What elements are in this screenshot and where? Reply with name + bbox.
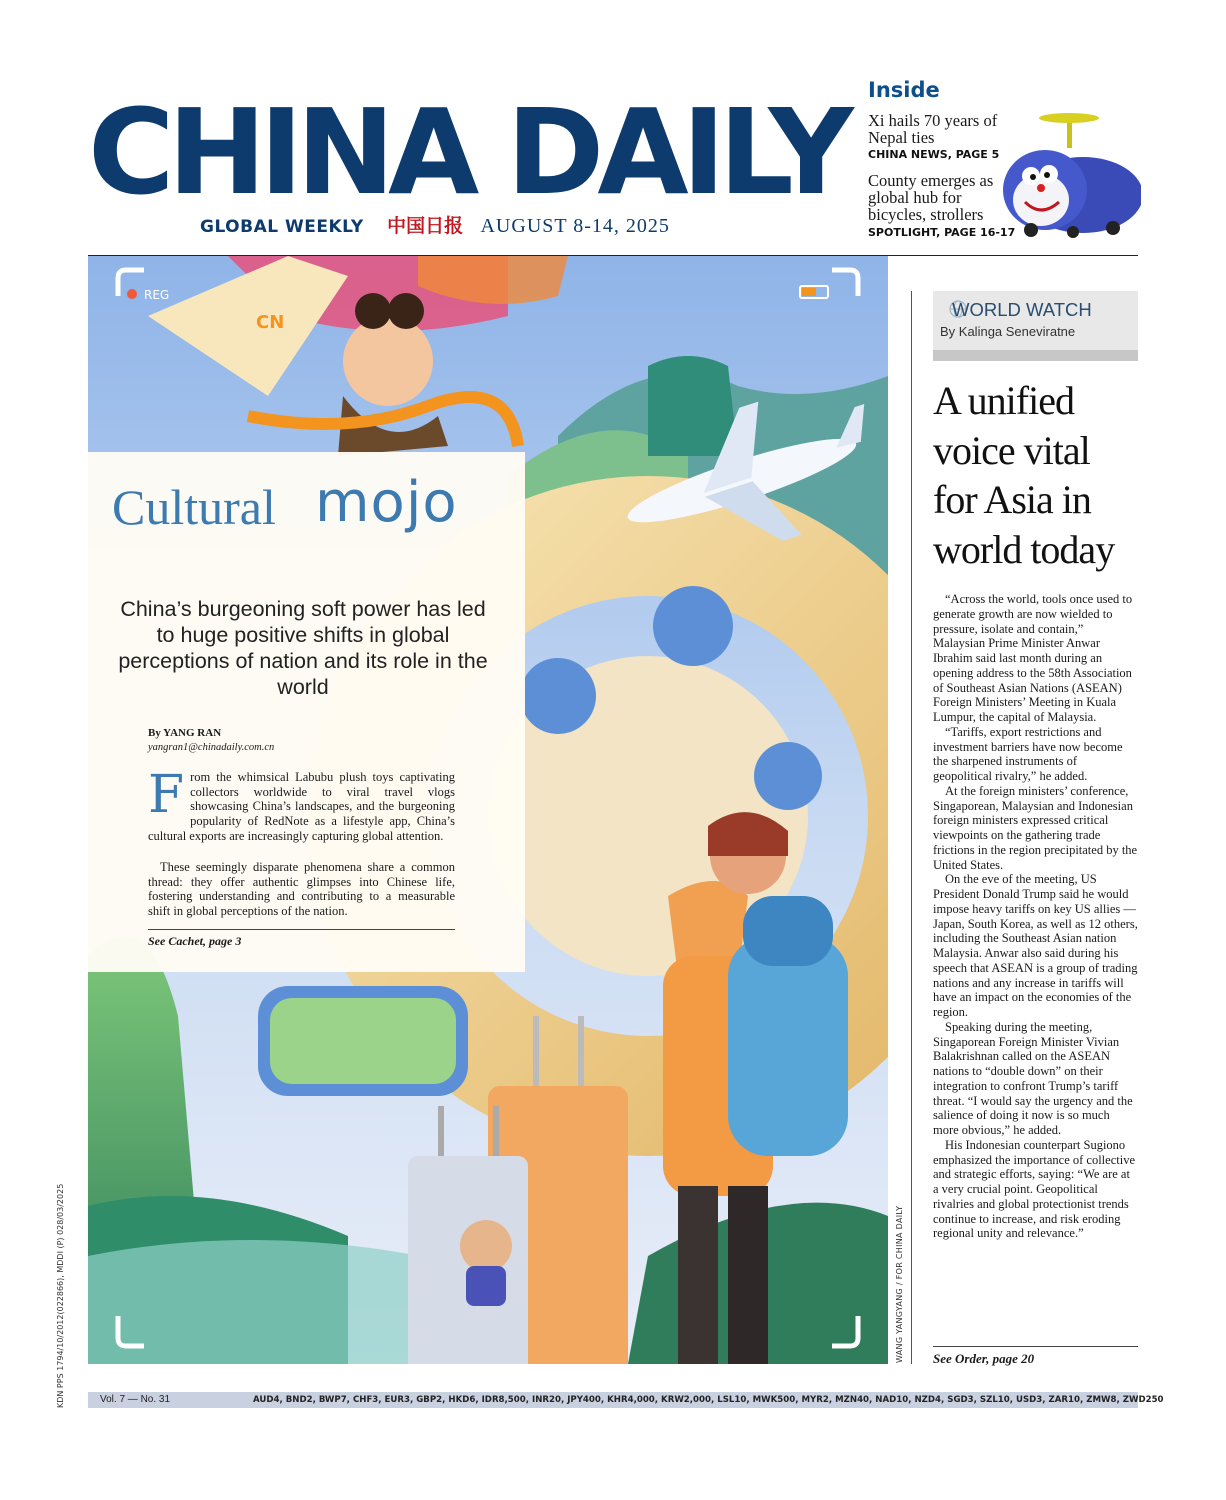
cover-body-paragraph-2: These seemingly disparate phenomena share a common thread: they offer authentic glimpses into Chinese life, fostering understanding and contributing to a measurable shift in global perceptions of the nation.: [148, 860, 455, 919]
jump-link-order[interactable]: See Order, page 20: [933, 1351, 1035, 1366]
inside-ref-1[interactable]: CHINA NEWS, PAGE 5: [868, 148, 1000, 161]
world-watch-author: By Kalinga Seneviratne: [940, 324, 1076, 339]
masthead-logo: CHINA DAILY: [88, 83, 847, 221]
inside-title: Inside: [868, 78, 940, 102]
card-divider: [148, 929, 455, 930]
cover-headline-mojo[interactable]: mojo: [315, 470, 458, 535]
drop-cap: F: [148, 765, 185, 825]
cover-deck: China’s burgeoning soft power has led to huge positive shifts in global perceptions of nation and its role in the world: [118, 597, 488, 699]
inside-ref-2[interactable]: SPOTLIGHT, PAGE 16-17: [868, 226, 1016, 239]
inside-headline-2[interactable]: County emerges as global hub for bicycles, strollers: [868, 171, 994, 224]
price-list: AUD4, BND2, BWP7, CHF3, EUR3, GBP2, HKD6, IDR8,500, INR20, JPY400, KHR4,000, KRW2,000, LSL10, MWK500, MYR2, MZN40, NAD10, NZD4, SGD3, SZL10, USD3, ZAR10, ZMW8, ZWD250: [253, 1395, 1164, 1405]
opinion-paragraph: At the foreign ministers’ conference, Singaporean, Malaysian and Indonesian foreign ministers expressed critical viewpoints on the gathering trade frictions in the region precipitated by the United States.: [933, 783, 1138, 872]
column-divider: [911, 291, 912, 1364]
inside-box: [868, 78, 1208, 248]
opinion-paragraph: His Indonesian counterpart Sugiono emphasized the importance of collective and strategic efforts, saying: “We are at a very crucial point. Geopolitical rivalries and global protectionist trends continue to increase, and risk eroding regional unity and relevance.”: [933, 1137, 1135, 1241]
world-watch-bar: [933, 350, 1138, 361]
issue-date: AUGUST 8-14, 2025: [480, 215, 670, 237]
chinese-logo: 中国日报: [387, 215, 464, 237]
world-watch-label: WORLD WATCH: [952, 299, 1092, 320]
opinion-paragraph: “Tariffs, export restrictions and investment barriers have now become the sharpened instruments of geopolitical rivalry,” he added.: [933, 724, 1123, 783]
cover-headline-cultural[interactable]: Cultural: [112, 479, 276, 535]
opinion-paragraph: On the eve of the meeting, US President Donald Trump said he would impose heavy tariffs on key US allies — Japan, South Korea, as well as 12 others, including the Southeast Asian nation Malaysia. Anwar also said during his speech that ASEAN is a group of trading nations and any increase in tariffs will have an impact on the economies of the region.: [933, 872, 1138, 1019]
volume-number: Vol. 7 — No. 31: [100, 1394, 171, 1405]
inside-headline-1[interactable]: Xi hails 70 years of Nepal ties: [868, 111, 998, 147]
opinion-paragraph: “Across the world, tools once used to generate growth are now wielded to pressure, isolate and contain,” Malaysian Prime Minister Anwar Ibrahim said last month during an opening address to the 58th Association of Southeast Asian Nations (ASEAN) Foreign Ministers’ Meeting in Kuala Lumpur, the capital of Malaysia.: [933, 592, 1133, 724]
opinion-body: [933, 592, 1138, 1241]
edition-label: GLOBAL WEEKLY: [200, 217, 364, 237]
opinion-divider: [933, 1346, 1138, 1347]
rec-label: REG: [144, 288, 170, 302]
photo-credit: WANG YANGYANG / FOR CHINA DAILY: [895, 1205, 904, 1363]
toy-scooter-image: [1001, 110, 1141, 240]
edition-line: [200, 212, 670, 240]
opinion-headline[interactable]: A unified voice vital for Asia in world today: [933, 378, 1115, 572]
jump-link-cachet[interactable]: See Cachet, page 3: [148, 934, 242, 948]
cover-body-text-1: rom the whimsical Labubu plush toys captivating collectors worldwide to viral travel vlogs showcasing China’s landscapes, and the burgeoning popularity of RedNote as a lifestyle app, China’s cultural exports are increasingly capturing global attention.: [148, 770, 455, 843]
cover-body-paragraph-1: [148, 765, 455, 844]
author-email[interactable]: yangran1@chinadaily.com.cn: [148, 742, 275, 753]
opinion-paragraph: Speaking during the meeting, Singaporean Foreign Minister Vivian Balakrishnan called on the ASEAN nations to “double down” on their integration to confront Trump’s tariff threat. “I would say the urgency and the salience of doing it now is so much more obvious,” he added.: [933, 1019, 1133, 1137]
registration-number: KDN PPS 1794/10/2012(022866), MDDI (P) 028/03/2025: [56, 1183, 65, 1408]
byline: By YANG RAN: [148, 727, 222, 739]
ticket-text: CN: [256, 312, 285, 333]
